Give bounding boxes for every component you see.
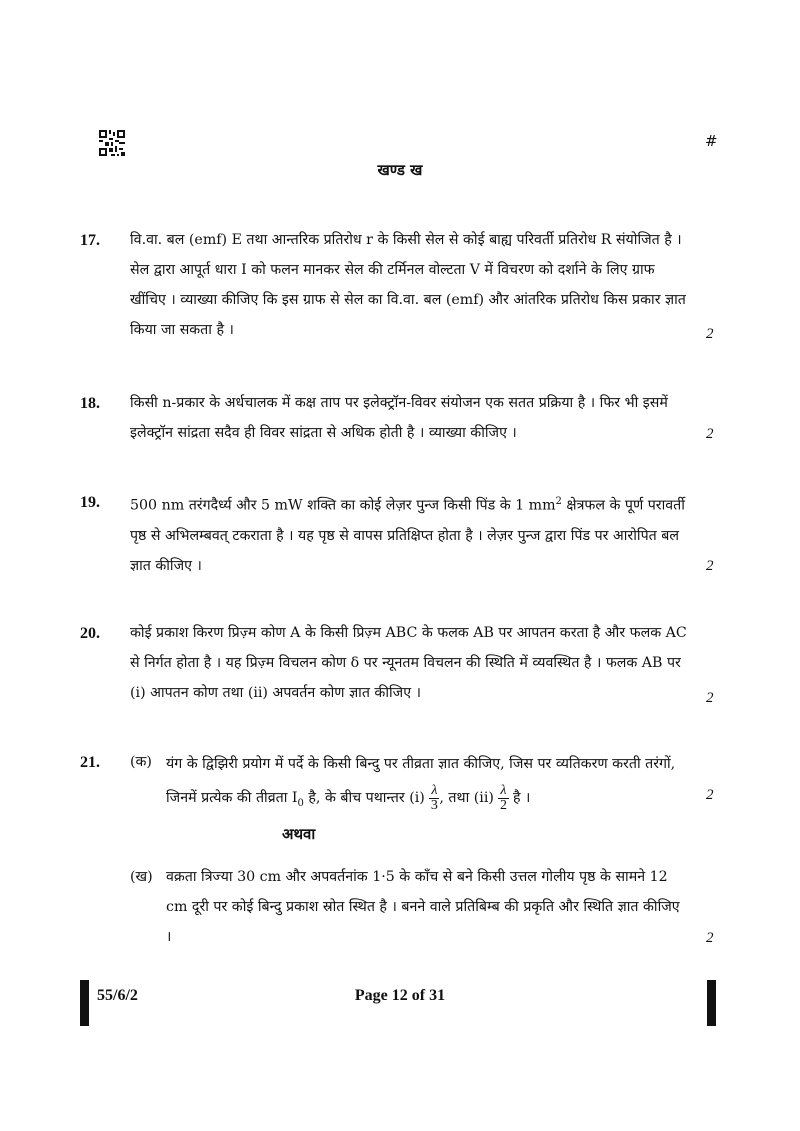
page-hash-mark: # (705, 132, 718, 150)
q21a-text-3: , तथा (ii) (439, 790, 499, 806)
question-marks-17: 2 (706, 326, 714, 342)
part-label-a: (क) (130, 754, 152, 770)
fraction-numerator: λ (431, 782, 438, 798)
question-text-21-b: वक्रता त्रिज्या 30 cm और अपवर्तनांक 1·5 के काँच से बने किसी उत्तल गोलीय पृष्ठ के सामने 12 cm दूरी पर कोई बिन्दु प्रकाश स्रोत स्थित है । बनने वाले प्रतिबिम्ब की प्रकृति और स्थिति ज्ञात कीजिए । (166, 869, 680, 945)
question-number-18: 18. (80, 395, 100, 412)
or-separator: अथवा (282, 825, 316, 843)
question-marks-18: 2 (706, 426, 714, 442)
fraction-denominator: 2 (499, 797, 507, 813)
question-number-20: 20. (80, 625, 100, 642)
question-text-19-part-b: क्षेत्रफल के पूर्ण परावर्ती पृष्ठ से अभिलम्बवत् टकराता है । यह पृष्ठ से वापस प्रतिक्षिप्त होता है । लेज़र पुन्ज द्वारा पिंड पर आरोपित बल ज्ञात कीजिए । (130, 497, 685, 574)
superscript-2: 2 (555, 496, 562, 507)
q21a-text-4: है । (508, 790, 531, 806)
q21a-text-2: है, के बीच पथान्तर (i) (303, 790, 430, 806)
question-marks-20: 2 (706, 690, 714, 706)
question-text-17: वि.वा. बल (emf) E तथा आन्तरिक प्रतिरोध r के किसी सेल से कोई बाह्य परिवर्ती प्रतिरोध R संयोजित है । सेल द्वारा आपूर्त धारा I को फलन मानकर सेल की टर्मिनल वोल्टता V में विचरण को दर्शाने के लिए ग्राफ खींचिए । व्याख्या कीजिए कि इस ग्राफ से सेल का वि.वा. बल (emf) और आंतरिक प्रतिरोध किस प्रकार ज्ञात किया जा सकता है । (130, 232, 686, 338)
question-number-21: 21. (80, 754, 100, 771)
page-number: Page 12 of 31 (354, 987, 446, 1004)
footer-bar-right (707, 980, 716, 1026)
section-title: खण्ड ख (377, 161, 423, 179)
question-marks-21-a: 2 (706, 787, 714, 803)
fraction-lambda-over-2 (498, 784, 508, 813)
subscript-0: 0 (297, 797, 304, 809)
question-marks-21-b: 2 (706, 930, 714, 946)
question-text-18: किसी n-प्रकार के अर्धचालक में कक्ष ताप पर इलेक्ट्रॉन-विवर संयोजन एक सतत प्रक्रिया है । फिर भी इसमें इलेक्ट्रॉन सांद्रता सदैव ही विवर सांद्रता से अधिक होती है । व्याख्या कीजिए । (130, 395, 668, 441)
question-number-19: 19. (80, 494, 100, 511)
fraction-lambda-over-3 (429, 784, 439, 813)
fraction-denominator: 3 (430, 797, 438, 813)
question-text-19-part-a: 500 nm तरंगदैर्ध्य और 5 mW शक्ति का कोई लेज़र पुन्ज किसी पिंड के 1 mm (130, 497, 556, 514)
part-label-b: (ख) (130, 869, 153, 885)
qr-code-icon (99, 130, 125, 156)
q21a-text-1: यंग के द्विझिरी प्रयोग में पर्दे के किसी बिन्दु पर तीव्रता ज्ञात कीजिए, जिस पर व्यतिकरण करती तरंगों, जिनमें प्रत्येक की तीव्रता I (166, 756, 676, 806)
question-marks-19: 2 (706, 558, 714, 574)
paper-code: 55/6/2 (97, 987, 138, 1004)
question-text-19 (130, 487, 690, 581)
fraction-numerator: λ (500, 782, 507, 798)
question-text-20: कोई प्रकाश किरण प्रिज़्म कोण A के किसी प्रिज़्म ABC के फलक AB पर आपतन करता है और फलक AC से निर्गत होता है । यह प्रिज़्म विचलन कोण δ पर न्यूनतम विचलन की स्थिति में व्यवस्थित है । फलक AB पर (i) आपतन कोण तथा (ii) अपवर्तन कोण ज्ञात कीजिए । (130, 625, 687, 701)
question-text-21-a (166, 747, 688, 821)
question-number-17: 17. (80, 232, 100, 249)
